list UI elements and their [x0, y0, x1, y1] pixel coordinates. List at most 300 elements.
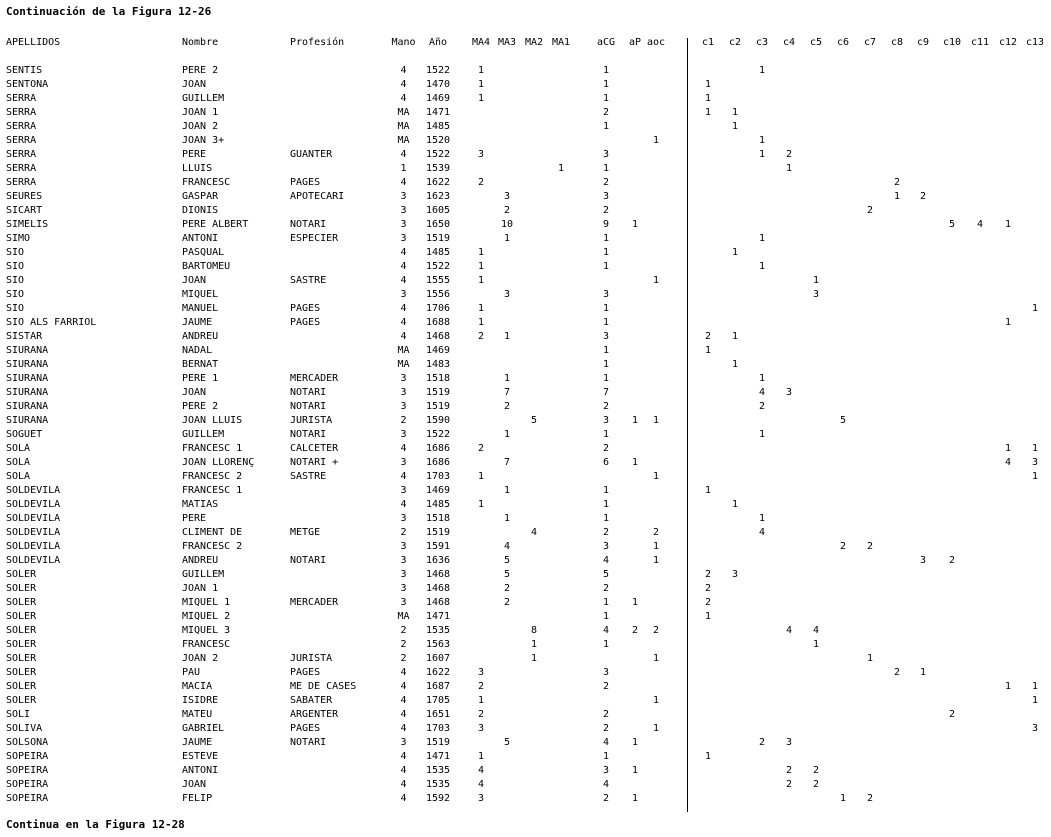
cell-nombre: FRANCESC 2 — [182, 471, 243, 482]
table-row — [0, 162, 1051, 176]
cell-nombre: GUILLEM — [182, 93, 225, 104]
cell-nombre: FRANCESC 1 — [182, 485, 243, 496]
cell-nombre: JOAN 1 — [182, 583, 219, 594]
cell-a-o: 1485 — [425, 247, 451, 258]
cell-acg: 6 — [602, 457, 610, 468]
cell-ma4: 2 — [477, 681, 485, 692]
table-row — [0, 470, 1051, 484]
cell-nombre: ANTONI — [182, 233, 219, 244]
table-row — [0, 638, 1051, 652]
cell-c5: 4 — [812, 625, 820, 636]
cell-profesi-n: PAGES — [290, 177, 321, 188]
cell-c7: 2 — [866, 541, 874, 552]
cell-a-o: 1705 — [425, 695, 451, 706]
cell-mano: 3 — [400, 737, 407, 748]
header-ap: aP — [628, 37, 642, 48]
cell-acg: 1 — [602, 597, 610, 608]
cell-profesi-n: PAGES — [290, 723, 321, 734]
cell-acg: 2 — [602, 177, 610, 188]
cell-acg: 1 — [602, 261, 610, 272]
cell-ma3: 7 — [503, 387, 511, 398]
header-ma2: MA2 — [524, 37, 544, 48]
cell-a-o: 1468 — [425, 597, 451, 608]
cell-c13: 1 — [1031, 471, 1039, 482]
cell-acg: 3 — [602, 765, 610, 776]
cell-nombre: PERE ALBERT — [182, 219, 249, 230]
cell-aoc: 1 — [652, 723, 660, 734]
cell-nombre: PERE 2 — [182, 65, 219, 76]
cell-ma4: 2 — [477, 443, 485, 454]
cell-nombre: CLIMENT DE — [182, 527, 243, 538]
cell-nombre: GASPAR — [182, 191, 219, 202]
cell-profesi-n: NOTARI — [290, 429, 327, 440]
cell-profesi-n: JURISTA — [290, 653, 333, 664]
table-row — [0, 204, 1051, 218]
cell-c3: 1 — [758, 513, 766, 524]
cell-apellidos: SIO — [6, 303, 25, 314]
cell-c2: 1 — [731, 121, 739, 132]
table-row — [0, 274, 1051, 288]
cell-apellidos: SOLER — [6, 597, 37, 608]
cell-a-o: 1535 — [425, 765, 451, 776]
cell-mano: MA — [397, 345, 410, 356]
cell-a-o: 1622 — [425, 177, 451, 188]
cell-acg: 1 — [602, 121, 610, 132]
cell-profesi-n: PAGES — [290, 317, 321, 328]
cell-mano: 4 — [400, 765, 407, 776]
cell-a-o: 1686 — [425, 457, 451, 468]
cell-ma3: 5 — [503, 737, 511, 748]
cell-nombre: PERE — [182, 513, 207, 524]
cell-c2: 3 — [731, 569, 739, 580]
cell-a-o: 1522 — [425, 149, 451, 160]
cell-nombre: JOAN LLUIS — [182, 415, 243, 426]
cell-nombre: MIQUEL 3 — [182, 625, 231, 636]
cell-mano: 2 — [400, 625, 407, 636]
table-row — [0, 428, 1051, 442]
cell-apellidos: SIURANA — [6, 387, 49, 398]
cell-ap: 1 — [631, 415, 639, 426]
cell-apellidos: SIMELIS — [6, 219, 49, 230]
cell-mano: MA — [397, 611, 410, 622]
cell-nombre: MATEU — [182, 709, 213, 720]
cell-profesi-n: NOTARI — [290, 737, 327, 748]
cell-acg: 1 — [602, 611, 610, 622]
cell-acg: 1 — [602, 751, 610, 762]
cell-apellidos: SOPEIRA — [6, 765, 49, 776]
cell-mano: MA — [397, 121, 410, 132]
table-row — [0, 722, 1051, 736]
cell-acg: 1 — [602, 233, 610, 244]
cell-ma3: 5 — [503, 569, 511, 580]
cell-c1: 2 — [704, 583, 712, 594]
cell-mano: MA — [397, 359, 410, 370]
cell-c1: 1 — [704, 751, 712, 762]
cell-acg: 2 — [602, 709, 610, 720]
cell-ma4: 1 — [477, 471, 485, 482]
table-row — [0, 778, 1051, 792]
cell-aoc: 1 — [652, 275, 660, 286]
cell-acg: 3 — [602, 415, 610, 426]
cell-apellidos: SOLER — [6, 625, 37, 636]
cell-profesi-n: ARGENTER — [290, 709, 339, 720]
cell-acg: 1 — [602, 317, 610, 328]
cell-profesi-n: PAGES — [290, 667, 321, 678]
cell-c2: 1 — [731, 499, 739, 510]
cell-a-o: 1636 — [425, 555, 451, 566]
cell-aoc: 2 — [652, 625, 660, 636]
cell-c13: 3 — [1031, 457, 1039, 468]
cell-ma4: 1 — [477, 261, 485, 272]
cell-ma3: 1 — [503, 513, 511, 524]
table-row — [0, 414, 1051, 428]
cell-acg: 3 — [602, 149, 610, 160]
cell-aoc: 1 — [652, 695, 660, 706]
cell-ap: 2 — [631, 625, 639, 636]
cell-ma4: 1 — [477, 317, 485, 328]
header-c5: c5 — [809, 37, 823, 48]
cell-mano: 4 — [400, 443, 407, 454]
cell-c2: 1 — [731, 359, 739, 370]
cell-nombre: PASQUAL — [182, 247, 225, 258]
cell-c3: 1 — [758, 149, 766, 160]
cell-acg: 1 — [602, 247, 610, 258]
table-row — [0, 372, 1051, 386]
header-c1: c1 — [701, 37, 715, 48]
cell-a-o: 1471 — [425, 751, 451, 762]
cell-c3: 1 — [758, 261, 766, 272]
cell-nombre: FRANCESC 1 — [182, 443, 243, 454]
cell-nombre: JOAN — [182, 275, 207, 286]
cell-acg: 7 — [602, 387, 610, 398]
cell-mano: 4 — [400, 499, 407, 510]
cell-a-o: 1520 — [425, 135, 451, 146]
table-row — [0, 302, 1051, 316]
cell-ma3: 1 — [503, 429, 511, 440]
cell-acg: 2 — [602, 443, 610, 454]
cell-mano: 2 — [400, 639, 407, 650]
cell-mano: 3 — [400, 583, 407, 594]
cell-aoc: 1 — [652, 555, 660, 566]
cell-c3: 4 — [758, 387, 766, 398]
table-row — [0, 246, 1051, 260]
cell-c12: 1 — [1004, 681, 1012, 692]
cell-c2: 1 — [731, 331, 739, 342]
cell-acg: 1 — [602, 373, 610, 384]
cell-apellidos: SIURANA — [6, 415, 49, 426]
table-row — [0, 792, 1051, 806]
cell-profesi-n: JURISTA — [290, 415, 333, 426]
cell-profesi-n: GUANTER — [290, 149, 333, 160]
table-row — [0, 218, 1051, 232]
cell-mano: 4 — [400, 723, 407, 734]
cell-c3: 1 — [758, 233, 766, 244]
cell-nombre: JOAN 2 — [182, 121, 219, 132]
table-row — [0, 568, 1051, 582]
table-row — [0, 78, 1051, 92]
cell-ma3: 3 — [503, 191, 511, 202]
page-title: Continuación de la Figura 12-26 — [6, 5, 212, 18]
cell-ma3: 1 — [503, 233, 511, 244]
cell-nombre: MACIA — [182, 681, 213, 692]
cell-apellidos: SOLDEVILA — [6, 555, 61, 566]
cell-mano: 4 — [400, 65, 407, 76]
cell-apellidos: SOPEIRA — [6, 793, 49, 804]
cell-a-o: 1535 — [425, 779, 451, 790]
cell-a-o: 1485 — [425, 499, 451, 510]
cell-nombre: MIQUEL 1 — [182, 597, 231, 608]
table-row — [0, 344, 1051, 358]
table-row — [0, 708, 1051, 722]
cell-mano: 1 — [400, 163, 407, 174]
cell-ap: 1 — [631, 457, 639, 468]
cell-a-o: 1535 — [425, 625, 451, 636]
table-row — [0, 148, 1051, 162]
table-row — [0, 694, 1051, 708]
cell-c1: 1 — [704, 485, 712, 496]
cell-c1: 2 — [704, 569, 712, 580]
cell-acg: 1 — [602, 65, 610, 76]
cell-apellidos: SOPEIRA — [6, 779, 49, 790]
cell-ma4: 2 — [477, 331, 485, 342]
cell-acg: 1 — [602, 429, 610, 440]
table-row — [0, 400, 1051, 414]
cell-acg: 3 — [602, 191, 610, 202]
cell-c13: 1 — [1031, 443, 1039, 454]
cell-apellidos: SIO — [6, 289, 25, 300]
cell-c2: 1 — [731, 107, 739, 118]
cell-c1: 1 — [704, 345, 712, 356]
table-row — [0, 764, 1051, 778]
cell-c8: 1 — [893, 191, 901, 202]
cell-c12: 1 — [1004, 317, 1012, 328]
cell-mano: 4 — [400, 709, 407, 720]
cell-a-o: 1687 — [425, 681, 451, 692]
cell-nombre: GUILLEM — [182, 569, 225, 580]
header-c2: c2 — [728, 37, 742, 48]
table-row — [0, 106, 1051, 120]
cell-c7: 2 — [866, 205, 874, 216]
cell-apellidos: SERRA — [6, 177, 37, 188]
cell-c13: 1 — [1031, 695, 1039, 706]
cell-c1: 1 — [704, 611, 712, 622]
header-aoc: aoc — [646, 37, 666, 48]
table-row — [0, 176, 1051, 190]
cell-apellidos: SIURANA — [6, 359, 49, 370]
cell-mano: 3 — [400, 569, 407, 580]
cell-mano: 4 — [400, 779, 407, 790]
cell-acg: 9 — [602, 219, 610, 230]
cell-mano: 3 — [400, 373, 407, 384]
cell-mano: 3 — [400, 233, 407, 244]
cell-nombre: BERNAT — [182, 359, 219, 370]
cell-mano: 4 — [400, 331, 407, 342]
table-row — [0, 512, 1051, 526]
cell-ma2: 1 — [530, 639, 538, 650]
cell-acg: 5 — [602, 569, 610, 580]
cell-a-o: 1519 — [425, 527, 451, 538]
cell-apellidos: SOLER — [6, 639, 37, 650]
cell-c7: 1 — [866, 653, 874, 664]
table-row — [0, 526, 1051, 540]
cell-c10: 2 — [948, 709, 956, 720]
cell-profesi-n: SASTRE — [290, 471, 327, 482]
cell-apellidos: SOPEIRA — [6, 751, 49, 762]
data-table — [0, 64, 1051, 806]
header-c4: c4 — [782, 37, 796, 48]
cell-ma4: 3 — [477, 149, 485, 160]
cell-mano: 3 — [400, 401, 407, 412]
header-ma4: MA4 — [471, 37, 491, 48]
cell-c3: 1 — [758, 65, 766, 76]
cell-c3: 1 — [758, 373, 766, 384]
cell-c4: 2 — [785, 765, 793, 776]
cell-nombre: FRANCESC — [182, 639, 231, 650]
cell-apellidos: SERRA — [6, 163, 37, 174]
cell-nombre: JOAN LLORENÇ — [182, 457, 255, 468]
table-row — [0, 666, 1051, 680]
table-row — [0, 680, 1051, 694]
table-row — [0, 736, 1051, 750]
table-row — [0, 190, 1051, 204]
cell-profesi-n: NOTARI + — [290, 457, 339, 468]
cell-mano: 2 — [400, 527, 407, 538]
cell-c8: 2 — [893, 177, 901, 188]
cell-ma3: 10 — [500, 219, 514, 230]
cell-a-o: 1592 — [425, 793, 451, 804]
header-c10: c10 — [942, 37, 962, 48]
cell-acg: 2 — [602, 107, 610, 118]
cell-a-o: 1471 — [425, 107, 451, 118]
cell-nombre: ANDREU — [182, 555, 219, 566]
cell-a-o: 1468 — [425, 583, 451, 594]
cell-a-o: 1623 — [425, 191, 451, 202]
cell-apellidos: SOLDEVILA — [6, 485, 61, 496]
cell-ma4: 3 — [477, 723, 485, 734]
table-row — [0, 260, 1051, 274]
cell-ap: 1 — [631, 737, 639, 748]
cell-nombre: JOAN 3+ — [182, 135, 225, 146]
cell-acg: 4 — [602, 779, 610, 790]
cell-c1: 2 — [704, 331, 712, 342]
cell-a-o: 1688 — [425, 317, 451, 328]
header-c9: c9 — [916, 37, 930, 48]
cell-mano: 3 — [400, 219, 407, 230]
cell-nombre: FRANCESC — [182, 177, 231, 188]
cell-acg: 3 — [602, 331, 610, 342]
table-row — [0, 750, 1051, 764]
cell-nombre: JAUME — [182, 317, 213, 328]
table-row — [0, 358, 1051, 372]
table-row — [0, 316, 1051, 330]
cell-ma2: 1 — [530, 653, 538, 664]
cell-apellidos: SOLA — [6, 457, 31, 468]
cell-a-o: 1485 — [425, 121, 451, 132]
table-row — [0, 120, 1051, 134]
cell-apellidos: SISTAR — [6, 331, 43, 342]
cell-a-o: 1556 — [425, 289, 451, 300]
cell-profesi-n: NOTARI — [290, 401, 327, 412]
cell-mano: 3 — [400, 191, 407, 202]
table-row — [0, 386, 1051, 400]
cell-c4: 1 — [785, 163, 793, 174]
cell-c3: 2 — [758, 737, 766, 748]
cell-apellidos: SERRA — [6, 107, 37, 118]
header-c12: c12 — [998, 37, 1018, 48]
cell-apellidos: SENTONA — [6, 79, 49, 90]
cell-apellidos: SOLER — [6, 583, 37, 594]
cell-profesi-n: METGE — [290, 527, 321, 538]
cell-apellidos: SIURANA — [6, 373, 49, 384]
cell-profesi-n: SABATER — [290, 695, 333, 706]
cell-profesi-n: ME DE CASES — [290, 681, 357, 692]
header-c3: c3 — [755, 37, 769, 48]
cell-nombre: PAU — [182, 667, 201, 678]
cell-acg: 3 — [602, 541, 610, 552]
cell-profesi-n: MERCADER — [290, 373, 339, 384]
cell-acg: 2 — [602, 723, 610, 734]
cell-acg: 2 — [602, 681, 610, 692]
cell-apellidos: SENTIS — [6, 65, 43, 76]
cell-mano: 3 — [400, 555, 407, 566]
cell-c3: 1 — [758, 429, 766, 440]
cell-apellidos: SOLER — [6, 569, 37, 580]
cell-nombre: FELIP — [182, 793, 213, 804]
cell-c13: 1 — [1031, 303, 1039, 314]
cell-c9: 2 — [919, 191, 927, 202]
cell-mano: 3 — [400, 429, 407, 440]
cell-a-o: 1469 — [425, 345, 451, 356]
cell-ma4: 1 — [477, 275, 485, 286]
cell-a-o: 1622 — [425, 667, 451, 678]
cell-a-o: 1539 — [425, 163, 451, 174]
cell-nombre: JOAN — [182, 387, 207, 398]
cell-ma3: 1 — [503, 485, 511, 496]
cell-ma1: 1 — [557, 163, 565, 174]
cell-c4: 3 — [785, 737, 793, 748]
cell-profesi-n: PAGES — [290, 303, 321, 314]
cell-ma2: 8 — [530, 625, 538, 636]
cell-nombre: DIONIS — [182, 205, 219, 216]
cell-nombre: PERE — [182, 149, 207, 160]
cell-a-o: 1469 — [425, 93, 451, 104]
cell-c12: 4 — [1004, 457, 1012, 468]
cell-apellidos: SOLSONA — [6, 737, 49, 748]
cell-nombre: JOAN — [182, 779, 207, 790]
cell-mano: 4 — [400, 695, 407, 706]
cell-mano: 4 — [400, 247, 407, 258]
cell-a-o: 1483 — [425, 359, 451, 370]
cell-apellidos: SIURANA — [6, 345, 49, 356]
table-row — [0, 610, 1051, 624]
cell-mano: MA — [397, 107, 410, 118]
cell-c5: 2 — [812, 779, 820, 790]
cell-ma4: 1 — [477, 247, 485, 258]
cell-mano: 3 — [400, 485, 407, 496]
cell-a-o: 1703 — [425, 723, 451, 734]
cell-mano: 3 — [400, 513, 407, 524]
cell-c11: 4 — [976, 219, 984, 230]
cell-nombre: FRANCESC 2 — [182, 541, 243, 552]
cell-acg: 2 — [602, 793, 610, 804]
cell-a-o: 1470 — [425, 79, 451, 90]
cell-c6: 5 — [839, 415, 847, 426]
cell-ma4: 3 — [477, 793, 485, 804]
cell-acg: 4 — [602, 555, 610, 566]
cell-mano: 4 — [400, 793, 407, 804]
cell-apellidos: SIMO — [6, 233, 31, 244]
cell-apellidos: SOLDEVILA — [6, 527, 61, 538]
